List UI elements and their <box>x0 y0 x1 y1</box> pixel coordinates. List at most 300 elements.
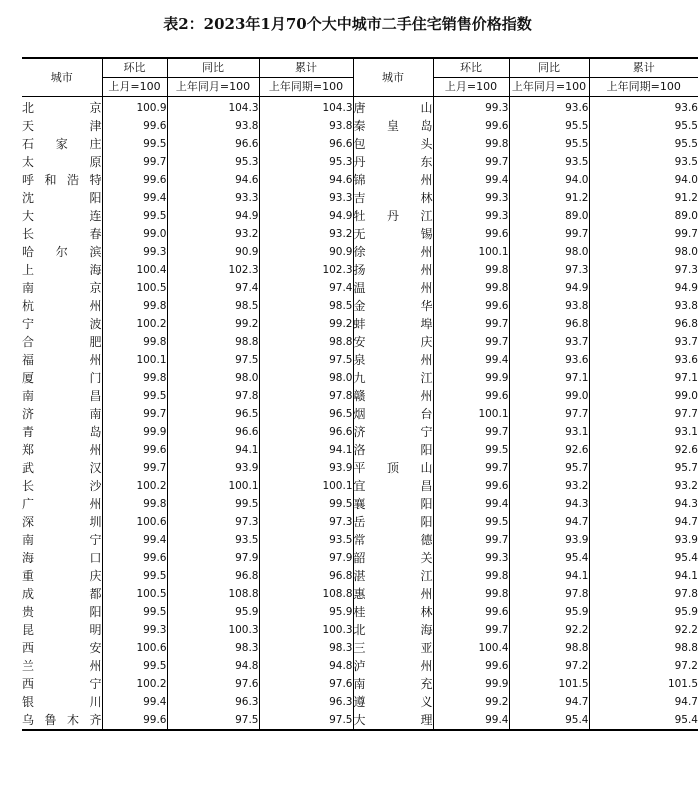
table-row <box>22 693 698 711</box>
mom-cell: 99.6 <box>102 117 167 135</box>
cum-cell: 93.2 <box>259 225 353 243</box>
table-row <box>22 117 698 135</box>
yoy-cell: 96.8 <box>509 315 589 333</box>
mom-cell: 100.2 <box>102 315 167 333</box>
cum-cell: 99.2 <box>259 315 353 333</box>
table-row <box>22 549 698 567</box>
mom-cell: 100.4 <box>102 261 167 279</box>
yoy-cell: 99.7 <box>509 225 589 243</box>
city-name-cell: 金 华 <box>353 299 433 313</box>
yoy-cell: 98.8 <box>509 639 589 657</box>
yoy-cell: 95.9 <box>509 603 589 621</box>
yoy-cell: 97.8 <box>509 585 589 603</box>
mom-cell: 99.4 <box>102 693 167 711</box>
cum-cell: 94.7 <box>589 693 698 711</box>
cum-cell: 95.5 <box>589 135 698 153</box>
mom-cell: 99.6 <box>433 117 509 135</box>
yoy-cell: 94.1 <box>509 567 589 585</box>
mom-cell: 99.0 <box>102 225 167 243</box>
city-name-cell: 南 充 <box>353 677 433 691</box>
city-name-cell: 大 理 <box>353 711 433 730</box>
city-name-cell: 温 州 <box>353 281 433 295</box>
cum-cell: 98.5 <box>259 297 353 315</box>
cum-header: 累计 <box>589 58 698 78</box>
table-row <box>22 621 698 639</box>
yoy-cell: 93.7 <box>509 333 589 351</box>
yoy-cell: 94.8 <box>167 657 259 675</box>
mom-cell: 99.7 <box>102 153 167 171</box>
city-name-cell: 呼和浩特 <box>22 173 102 187</box>
cum-cell: 100.3 <box>259 621 353 639</box>
mom-cell: 99.4 <box>433 495 509 513</box>
yoy-cell: 93.2 <box>167 225 259 243</box>
cum-cell: 96.6 <box>259 135 353 153</box>
yoy-cell: 93.1 <box>509 423 589 441</box>
table-row <box>22 585 698 603</box>
cum-header: 累计 <box>259 58 353 78</box>
mom-cell: 100.6 <box>102 639 167 657</box>
table-row <box>22 135 698 153</box>
city-name-cell: 常 德 <box>353 533 433 547</box>
cum-cell: 99.7 <box>589 225 698 243</box>
table-body <box>22 97 698 731</box>
city-name-cell: 徐 州 <box>353 245 433 259</box>
yoy-cell: 93.3 <box>167 189 259 207</box>
table-row <box>22 351 698 369</box>
city-name-cell: 平 顶 山 <box>353 461 433 475</box>
city-name-cell: 成 都 <box>22 587 102 601</box>
table-row <box>22 225 698 243</box>
cum-cell: 93.6 <box>589 97 698 118</box>
mom-cell: 100.2 <box>102 477 167 495</box>
mom-cell: 99.5 <box>433 441 509 459</box>
table-row <box>22 97 698 118</box>
cum-cell: 96.6 <box>259 423 353 441</box>
mom-cell: 99.6 <box>102 711 167 730</box>
mom-cell: 99.5 <box>102 567 167 585</box>
mom-cell: 99.7 <box>433 531 509 549</box>
yoy-cell: 98.0 <box>509 243 589 261</box>
mom-cell: 99.3 <box>102 243 167 261</box>
city-name-cell: 长 沙 <box>22 479 102 493</box>
mom-cell: 99.6 <box>433 225 509 243</box>
mom-cell: 99.3 <box>433 207 509 225</box>
yoy-cell: 97.7 <box>509 405 589 423</box>
city-name-cell: 岳 阳 <box>353 515 433 529</box>
yoy-cell: 94.7 <box>509 693 589 711</box>
cum-cell: 97.5 <box>259 711 353 730</box>
cum-cell: 93.3 <box>259 189 353 207</box>
table-row <box>22 387 698 405</box>
city-name-cell: 湛 江 <box>353 569 433 583</box>
cum-cell: 97.6 <box>259 675 353 693</box>
cum-cell: 91.2 <box>589 189 698 207</box>
table-row <box>22 459 698 477</box>
mom-cell: 100.1 <box>433 405 509 423</box>
mom-cell: 99.3 <box>433 97 509 118</box>
cum-cell: 99.5 <box>259 495 353 513</box>
city-name-cell: 南 宁 <box>22 533 102 547</box>
mom-cell: 100.1 <box>102 351 167 369</box>
yoy-cell: 93.8 <box>509 297 589 315</box>
city-name-cell: 烟 台 <box>353 407 433 421</box>
table-row <box>22 531 698 549</box>
cum-cell: 97.3 <box>589 261 698 279</box>
yoy-cell: 92.2 <box>509 621 589 639</box>
mom-cell: 100.9 <box>102 97 167 118</box>
yoy-cell: 97.5 <box>167 711 259 730</box>
mom-cell: 99.5 <box>102 135 167 153</box>
table-row <box>22 189 698 207</box>
city-name-cell: 西 宁 <box>22 677 102 691</box>
cum-cell: 96.5 <box>259 405 353 423</box>
yoy-cell: 95.4 <box>509 549 589 567</box>
yoy-header: 同比 <box>167 58 259 78</box>
city-name-cell: 秦 皇 岛 <box>353 119 433 133</box>
city-name-cell: 石 家 庄 <box>22 137 102 151</box>
mom-cell: 99.5 <box>102 657 167 675</box>
table-row <box>22 441 698 459</box>
mom-cell: 99.4 <box>102 189 167 207</box>
mom-cell: 99.6 <box>433 387 509 405</box>
cum-cell: 93.9 <box>259 459 353 477</box>
yoy-cell: 97.1 <box>509 369 589 387</box>
cum-cell: 96.8 <box>259 567 353 585</box>
city-name-cell: 广 州 <box>22 497 102 511</box>
table-row <box>22 675 698 693</box>
city-name-cell: 深 圳 <box>22 515 102 529</box>
yoy-cell: 94.3 <box>509 495 589 513</box>
city-name-cell: 西 安 <box>22 641 102 655</box>
cum-cell: 93.8 <box>589 297 698 315</box>
cum-base-header: 上年同期=100 <box>259 78 353 97</box>
mom-cell: 100.5 <box>102 279 167 297</box>
mom-cell: 99.7 <box>433 315 509 333</box>
city-name-cell: 包 头 <box>353 137 433 151</box>
cum-cell: 92.6 <box>589 441 698 459</box>
mom-cell: 99.9 <box>433 369 509 387</box>
city-name-cell: 天 津 <box>22 119 102 133</box>
yoy-cell: 108.8 <box>167 585 259 603</box>
mom-cell: 99.6 <box>102 441 167 459</box>
header-row-1 <box>22 58 698 78</box>
yoy-cell: 100.3 <box>167 621 259 639</box>
city-name-cell: 襄 阳 <box>353 497 433 511</box>
yoy-cell: 96.8 <box>167 567 259 585</box>
yoy-cell: 97.9 <box>167 549 259 567</box>
city-name-cell: 昆 明 <box>22 623 102 637</box>
mom-cell: 99.4 <box>433 711 509 730</box>
table-row <box>22 261 698 279</box>
city-name-cell: 宁 波 <box>22 317 102 331</box>
cum-cell: 94.1 <box>589 567 698 585</box>
cum-cell: 95.5 <box>589 117 698 135</box>
city-name-cell: 唐 山 <box>353 97 433 118</box>
yoy-cell: 93.9 <box>509 531 589 549</box>
cum-cell: 89.0 <box>589 207 698 225</box>
table-row <box>22 513 698 531</box>
cum-cell: 94.0 <box>589 171 698 189</box>
mom-cell: 99.6 <box>102 549 167 567</box>
cum-cell: 93.5 <box>259 531 353 549</box>
cum-cell: 98.3 <box>259 639 353 657</box>
city-name-cell: 洛 阳 <box>353 443 433 457</box>
cum-cell: 97.9 <box>259 549 353 567</box>
cum-cell: 93.9 <box>589 531 698 549</box>
cum-cell: 97.5 <box>259 351 353 369</box>
yoy-header: 同比 <box>509 58 589 78</box>
city-name-cell: 惠 州 <box>353 587 433 601</box>
yoy-cell: 95.5 <box>509 117 589 135</box>
cum-cell: 93.8 <box>259 117 353 135</box>
mom-cell: 99.6 <box>433 603 509 621</box>
cum-cell: 98.8 <box>259 333 353 351</box>
mom-cell: 99.8 <box>433 567 509 585</box>
yoy-cell: 98.3 <box>167 639 259 657</box>
table-row <box>22 369 698 387</box>
city-name-cell: 贵 阳 <box>22 605 102 619</box>
mom-cell: 100.1 <box>433 243 509 261</box>
city-name-cell: 九 江 <box>353 371 433 385</box>
cum-cell: 94.7 <box>589 513 698 531</box>
city-header: 城市 <box>22 58 102 97</box>
mom-cell: 99.8 <box>433 135 509 153</box>
yoy-cell: 94.7 <box>509 513 589 531</box>
mom-cell: 99.3 <box>433 549 509 567</box>
city-name-cell: 杭 州 <box>22 299 102 313</box>
table-row <box>22 315 698 333</box>
city-name-cell: 南 京 <box>22 281 102 295</box>
cum-cell: 97.3 <box>259 513 353 531</box>
cum-cell: 93.1 <box>589 423 698 441</box>
yoy-cell: 94.0 <box>509 171 589 189</box>
city-name-cell: 长 春 <box>22 227 102 241</box>
cum-cell: 97.7 <box>589 405 698 423</box>
yoy-cell: 95.9 <box>167 603 259 621</box>
city-header: 城市 <box>353 58 433 97</box>
mom-cell: 99.4 <box>102 531 167 549</box>
table-title: 表2：2023年1月70个大中城市二手住宅销售价格指数 <box>163 15 532 33</box>
city-name-cell: 南 昌 <box>22 389 102 403</box>
mom-header: 环比 <box>433 58 509 78</box>
mom-cell: 99.7 <box>433 459 509 477</box>
mom-cell: 99.6 <box>433 297 509 315</box>
yoy-cell: 95.3 <box>167 153 259 171</box>
table-row <box>22 171 698 189</box>
table-row <box>22 153 698 171</box>
yoy-cell: 95.4 <box>509 711 589 730</box>
mom-cell: 99.6 <box>433 477 509 495</box>
yoy-cell: 98.0 <box>167 369 259 387</box>
yoy-cell: 102.3 <box>167 261 259 279</box>
mom-cell: 100.6 <box>102 513 167 531</box>
city-name-cell: 武 汉 <box>22 461 102 475</box>
yoy-cell: 89.0 <box>509 207 589 225</box>
city-name-cell: 合 肥 <box>22 335 102 349</box>
yoy-cell: 94.6 <box>167 171 259 189</box>
city-name-cell: 大 连 <box>22 209 102 223</box>
city-name-cell: 锦 州 <box>353 173 433 187</box>
yoy-cell: 97.6 <box>167 675 259 693</box>
city-name-cell: 牡 丹 江 <box>353 209 433 223</box>
mom-cell: 99.7 <box>433 621 509 639</box>
city-name-cell: 韶 关 <box>353 551 433 565</box>
yoy-cell: 93.9 <box>167 459 259 477</box>
cum-cell: 95.3 <box>259 153 353 171</box>
cum-base-header: 上年同期=100 <box>589 78 698 97</box>
mom-cell: 99.9 <box>433 675 509 693</box>
city-name-cell: 海 口 <box>22 551 102 565</box>
cum-cell: 97.8 <box>259 387 353 405</box>
mom-cell: 100.2 <box>102 675 167 693</box>
city-name-cell: 赣 州 <box>353 389 433 403</box>
table-row <box>22 711 698 730</box>
city-name-cell: 兰 州 <box>22 659 102 673</box>
table-row <box>22 279 698 297</box>
yoy-cell: 98.8 <box>167 333 259 351</box>
cum-cell: 100.1 <box>259 477 353 495</box>
cum-cell: 95.9 <box>259 603 353 621</box>
cum-cell: 94.9 <box>259 207 353 225</box>
yoy-base-header: 上年同月=100 <box>167 78 259 97</box>
table-row <box>22 297 698 315</box>
city-name-cell: 桂 林 <box>353 605 433 619</box>
yoy-cell: 93.6 <box>509 351 589 369</box>
city-name-cell: 宜 昌 <box>353 479 433 493</box>
yoy-cell: 97.4 <box>167 279 259 297</box>
mom-cell: 99.8 <box>433 261 509 279</box>
yoy-cell: 97.5 <box>167 351 259 369</box>
yoy-cell: 96.6 <box>167 135 259 153</box>
city-name-cell: 乌鲁木齐 <box>22 711 102 730</box>
mom-cell: 99.7 <box>433 153 509 171</box>
cum-cell: 102.3 <box>259 261 353 279</box>
table-row <box>22 657 698 675</box>
yoy-cell: 100.1 <box>167 477 259 495</box>
cum-cell: 95.4 <box>589 711 698 730</box>
city-name-cell: 安 庆 <box>353 335 433 349</box>
table-row <box>22 477 698 495</box>
table-row <box>22 207 698 225</box>
mom-cell: 99.7 <box>102 459 167 477</box>
yoy-cell: 99.5 <box>167 495 259 513</box>
yoy-cell: 99.0 <box>509 387 589 405</box>
city-name-cell: 太 原 <box>22 155 102 169</box>
city-name-cell: 沈 阳 <box>22 191 102 205</box>
mom-cell: 99.5 <box>102 207 167 225</box>
cum-cell: 98.0 <box>589 243 698 261</box>
mom-cell: 99.8 <box>102 495 167 513</box>
cum-cell: 98.0 <box>259 369 353 387</box>
mom-cell: 99.4 <box>433 351 509 369</box>
yoy-cell: 92.6 <box>509 441 589 459</box>
yoy-cell: 94.9 <box>509 279 589 297</box>
city-name-cell: 青 岛 <box>22 425 102 439</box>
table-row <box>22 405 698 423</box>
yoy-cell: 95.5 <box>509 135 589 153</box>
mom-cell: 99.8 <box>102 297 167 315</box>
cum-cell: 95.4 <box>589 549 698 567</box>
mom-cell: 100.5 <box>102 585 167 603</box>
city-name-cell: 泉 州 <box>353 353 433 367</box>
cum-cell: 95.7 <box>589 459 698 477</box>
city-name-cell: 北 京 <box>22 101 102 115</box>
mom-cell: 99.5 <box>102 387 167 405</box>
table-row <box>22 243 698 261</box>
cum-cell: 98.8 <box>589 639 698 657</box>
mom-cell: 99.5 <box>433 513 509 531</box>
cum-cell: 101.5 <box>589 675 698 693</box>
yoy-base-header: 上年同月=100 <box>509 78 589 97</box>
mom-cell: 99.6 <box>433 657 509 675</box>
cum-cell: 97.8 <box>589 585 698 603</box>
table-row <box>22 639 698 657</box>
cum-cell: 96.3 <box>259 693 353 711</box>
city-name-cell: 上 海 <box>22 263 102 277</box>
yoy-cell: 104.3 <box>167 97 259 118</box>
mom-cell: 99.7 <box>433 333 509 351</box>
yoy-cell: 94.9 <box>167 207 259 225</box>
yoy-cell: 90.9 <box>167 243 259 261</box>
cum-cell: 93.5 <box>589 153 698 171</box>
cum-cell: 97.2 <box>589 657 698 675</box>
cum-cell: 93.7 <box>589 333 698 351</box>
cum-cell: 94.6 <box>259 171 353 189</box>
yoy-cell: 93.6 <box>509 97 589 118</box>
yoy-cell: 101.5 <box>509 675 589 693</box>
price-index-table <box>22 57 698 731</box>
mom-cell: 99.3 <box>102 621 167 639</box>
cum-cell: 104.3 <box>259 97 353 118</box>
mom-cell: 99.9 <box>102 423 167 441</box>
yoy-cell: 99.2 <box>167 315 259 333</box>
city-name-cell: 济 宁 <box>353 425 433 439</box>
yoy-cell: 93.2 <box>509 477 589 495</box>
cum-cell: 99.0 <box>589 387 698 405</box>
yoy-cell: 94.1 <box>167 441 259 459</box>
yoy-cell: 96.6 <box>167 423 259 441</box>
mom-base-header: 上月=100 <box>433 78 509 97</box>
city-name-cell: 无 锡 <box>353 227 433 241</box>
city-name-cell: 丹 东 <box>353 155 433 169</box>
table-row <box>22 567 698 585</box>
mom-base-header: 上月=100 <box>102 78 167 97</box>
cum-cell: 94.3 <box>589 495 698 513</box>
table-row <box>22 423 698 441</box>
mom-cell: 99.6 <box>102 171 167 189</box>
mom-cell: 99.2 <box>433 693 509 711</box>
yoy-cell: 97.2 <box>509 657 589 675</box>
mom-cell: 99.7 <box>102 405 167 423</box>
yoy-cell: 97.8 <box>167 387 259 405</box>
mom-cell: 99.3 <box>433 189 509 207</box>
city-name-cell: 厦 门 <box>22 371 102 385</box>
table-row <box>22 495 698 513</box>
yoy-cell: 91.2 <box>509 189 589 207</box>
mom-header: 环比 <box>102 58 167 78</box>
mom-cell: 99.8 <box>102 333 167 351</box>
yoy-cell: 96.5 <box>167 405 259 423</box>
table-row <box>22 333 698 351</box>
city-name-cell: 济 南 <box>22 407 102 421</box>
cum-cell: 108.8 <box>259 585 353 603</box>
city-name-cell: 福 州 <box>22 353 102 367</box>
mom-cell: 99.8 <box>102 369 167 387</box>
mom-cell: 99.8 <box>433 585 509 603</box>
cum-cell: 94.8 <box>259 657 353 675</box>
cum-cell: 93.6 <box>589 351 698 369</box>
city-name-cell: 遵 义 <box>353 695 433 709</box>
